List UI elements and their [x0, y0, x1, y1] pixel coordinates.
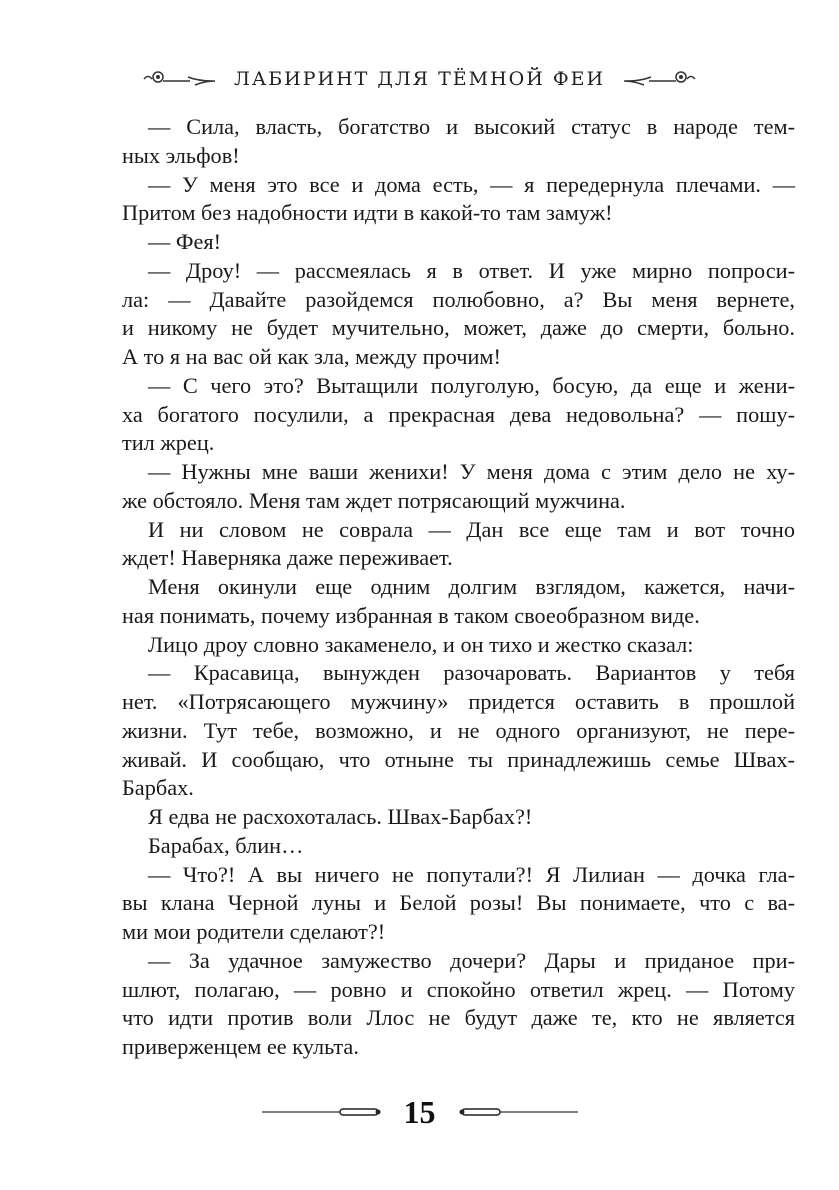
text-line: Притом без надобности идти в какой-то там замуж!	[122, 200, 613, 226]
text-line: Я едва не расхохоталась. Швах-Барбах?!	[148, 804, 533, 829]
text-line: жизни. Тут тебе, возможно, и не одного организуют, не пере-	[122, 717, 795, 743]
text-line: — За удачное замужество дочери? Дары и приданое при-	[148, 947, 795, 973]
text-line: ла: — Давайте разойдемся полюбовно, а? Вы меня вернете,	[122, 286, 795, 312]
text-line: тил жрец.	[122, 430, 215, 456]
text-line: нет. «Потрясающего мужчину» придется оставить в прошлой	[122, 689, 795, 714]
text-line: Меня окинули еще одним долгим взглядом, кажется, начи-	[148, 574, 795, 599]
text-line: — С чего это? Вытащили полуголую, босую, да еще и жени-	[148, 372, 795, 398]
book-title: ЛАБИРИНТ ДЛЯ ТЁМНОЙ ФЕИ	[233, 68, 606, 90]
text-line: ха богатого посулили, а прекрасная дева недовольна? — пошу-	[122, 401, 795, 427]
text-line: Барбах.	[122, 775, 194, 801]
page-number: 15	[403, 1093, 436, 1130]
text-line: — Сила, власть, богатство и высокий статус в народе тем-	[148, 114, 795, 139]
text-line: ждет! Наверняка даже переживает.	[122, 545, 453, 571]
page-footer	[0, 1092, 839, 1132]
rule-ornament-right-icon	[458, 1106, 578, 1118]
running-header	[0, 62, 839, 96]
text-line: же обстояло. Меня там ждет потрясающий мужчина.	[122, 487, 626, 513]
text-line: Лицо дроу словно закаменело, и он тихо и жестко сказал:	[148, 631, 694, 657]
text-line: живай. И сообщаю, что отныне ты принадлежишь семье Швах-	[122, 746, 795, 772]
text-line: и никому не будет мучительно, может, даже до смерти, больно.	[122, 315, 795, 341]
text-line: вы клана Черной луны и Белой розы! Вы понимаете, что с ва-	[122, 890, 795, 916]
text-line: ная понимать, почему избранная в таком своеобразном виде.	[122, 602, 700, 628]
rule-ornament-left-icon	[262, 1106, 382, 1118]
text-line: А то я на вас ой как зла, между прочим!	[122, 344, 501, 369]
text-line: — Что?! А вы ничего не попутали?! Я Лилиан — дочка гла-	[148, 861, 795, 887]
text-line: — Фея!	[148, 229, 222, 254]
text-line: — Нужны мне ваши женихи! У меня дома с этим дело не ху-	[148, 459, 795, 484]
page-text	[122, 113, 795, 1062]
text-line: — У меня это все и дома есть, — я передернула плечами. —	[148, 171, 795, 197]
rose-ornament-left-icon	[140, 69, 220, 89]
text-line: что идти против воли Ллос не будут даже те, кто не является	[122, 1005, 795, 1031]
text-line: ных эльфов!	[122, 142, 240, 168]
text-line: Барабах, блин…	[148, 832, 304, 858]
text-line: шлют, полагаю, — ровно и спокойно ответил жрец. — Потому	[122, 976, 795, 1002]
text-line: — Дроу! — рассмеялась я в ответ. И уже мирно попроси-	[148, 257, 795, 283]
text-line: ми мои родители сделают?!	[122, 919, 386, 944]
rose-ornament-right-icon	[619, 69, 699, 89]
text-line: И ни словом не соврала — Дан все еще там и вот точно	[148, 516, 795, 542]
text-line: — Красавица, вынужден разочаровать. Вариантов у тебя	[148, 660, 795, 686]
text-line: приверженцем ее культа.	[122, 1034, 359, 1059]
